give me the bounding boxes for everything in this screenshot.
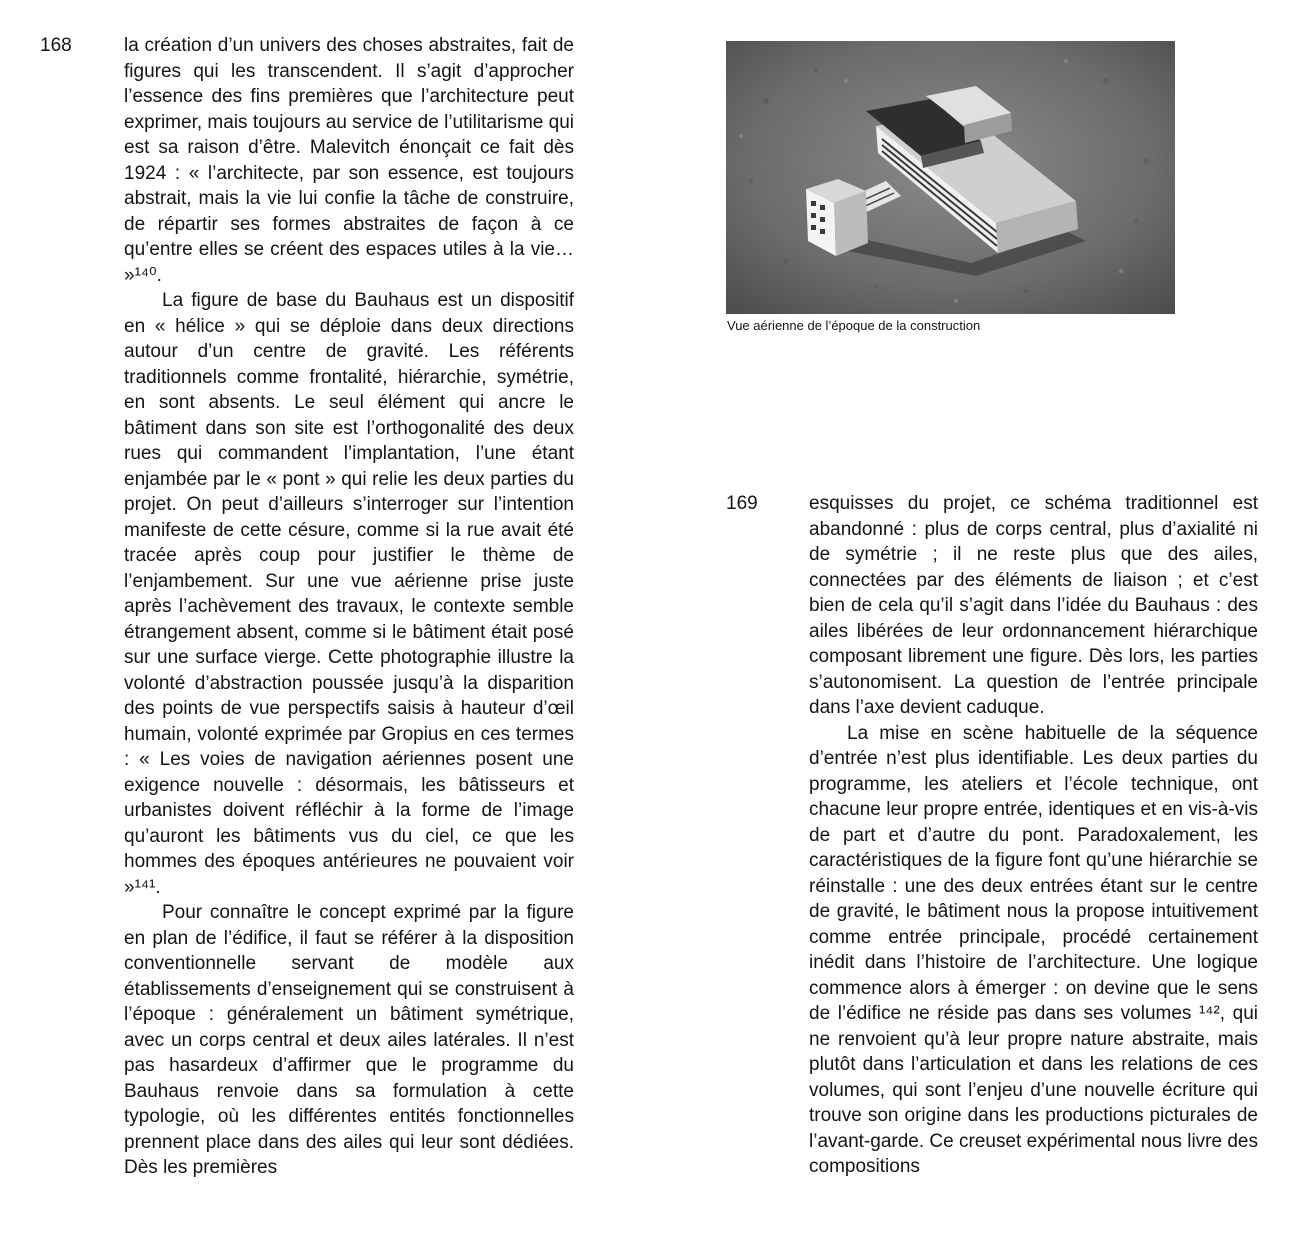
left-paragraph-1: la création d’un univers des choses abstraites, fait de figures qui les transcendent. Il s’agit d’approcher l’essence des fins premières que l’architecture peut exprimer, mais toujours au service de l’utilitarisme qui est sa raison d’être. Malevitch énonçait ce fait dès 1924 : « l’architecte, par son essence, est toujours abstrait, mais la vie lui confie la tâche de construire, de répartir ses formes abstraites de façon à ce qu’entre elles se créent des espaces utiles à la vie… »¹⁴⁰. [124, 35, 574, 286]
figure-caption: Vue aérienne de l’époque de la construction [727, 318, 981, 333]
right-paragraph-2: La mise en scène habituelle de la séquence d’entrée n’est plus identifiable. Les deux parties du programme, les ateliers et l’école technique, ont chacune leur propre entrée, identiques et en vis-à-vis de part et d’autre du pont. Paradoxalement, les caractéristiques de la figure font qu’une hiérarchie se réinstalle : une des deux entrées étant sur le centre de gravité, le bâtiment nous la propose intuitivement comme entrée principale, procédé certainement inédit dans l’histoire de l’architecture. Une logique commence alors à émerger : on devine que le sens de l’édifice ne réside pas dans ses volumes ¹⁴², qui ne renvoient qu’à leur propre nature abstraite, mais plutôt dans l’articulation et dans les relations de ces volumes, qui sont l’enjeu d’une nouvelle écriture qui trouve son origine dans les productions picturales de l’avant-garde. Ce creuset expérimental nous livre des compositions [809, 722, 1258, 1177]
right-page-number: 169 [726, 493, 758, 514]
right-paragraph-1: esquisses du projet, ce schéma traditionnel est abandonné : plus de corps central, plus d’axialité ni de symétrie ; il ne reste plus que des ailes, connectées par des éléments de liaison ; et c’est bien de cela qu’il s’agit dans l’idée du Bauhaus : des ailes libérées de leur ordonnancement hiérarchique composant librement une figure. Dès lors, les parties s’autonomisent. La question de l’entrée principale dans l’axe devient caduque. [809, 493, 1258, 718]
aerial-photo [726, 41, 1175, 314]
left-text-column [124, 33, 574, 1181]
left-paragraph-2: La figure de base du Bauhaus est un dispositif en « hélice » qui se déploie dans deux directions autour d’un centre de gravité. Les référents traditionnels comme frontalité, hiérarchie, symétrie, en sont absents. Le seul élément qui ancre le bâtiment dans son site est l’orthogonalité des deux rues qui commandent l’implantation, l’une étant enjambée par le « pont » qui relie les deux parties du projet. On peut d’ailleurs s’interroger sur l’intention manifeste de cette césure, comme si la rue avait été tracée après coup pour justifier le thème de l’enjambement. Sur une vue aérienne prise juste après l’achèvement des travaux, le contexte semble étrangement absent, comme si le bâtiment était posé sur une surface vierge. Cette photographie illustre la volonté d’abstraction poussée jusqu’à la disparition des points de vue perspectifs saisis à hauteur d’œil humain, volonté exprimée par Gropius en ces termes : « Les voies de navigation aériennes posent une exigence nouvelle : désormais, les bâtisseurs et urbanistes doivent réfléchir à la forme de l’image qu’auront les bâtiments vus du ciel, ce que les hommes des époques antérieures ne pouvaient voir »¹⁴¹. [124, 290, 574, 898]
left-page-number: 168 [40, 35, 72, 56]
bauhaus-building-illustration [726, 41, 1175, 314]
right-text-column [809, 491, 1258, 1180]
left-paragraph-3: Pour connaître le concept exprimé par la figure en plan de l’édifice, il faut se référer à la disposition conventionnelle servant de modèle aux établissements d’enseignement qui se construisent à l’époque : généralement un bâtiment symétrique, avec un corps central et deux ailes latérales. Il n’est pas hasardeux d’affirmer que le programme du Bauhaus renvoie dans sa formulation à cette typologie, où les différentes entités fonctionnelles prennent place dans des ailes qui leur sont dédiées. Dès les premières [124, 902, 574, 1178]
